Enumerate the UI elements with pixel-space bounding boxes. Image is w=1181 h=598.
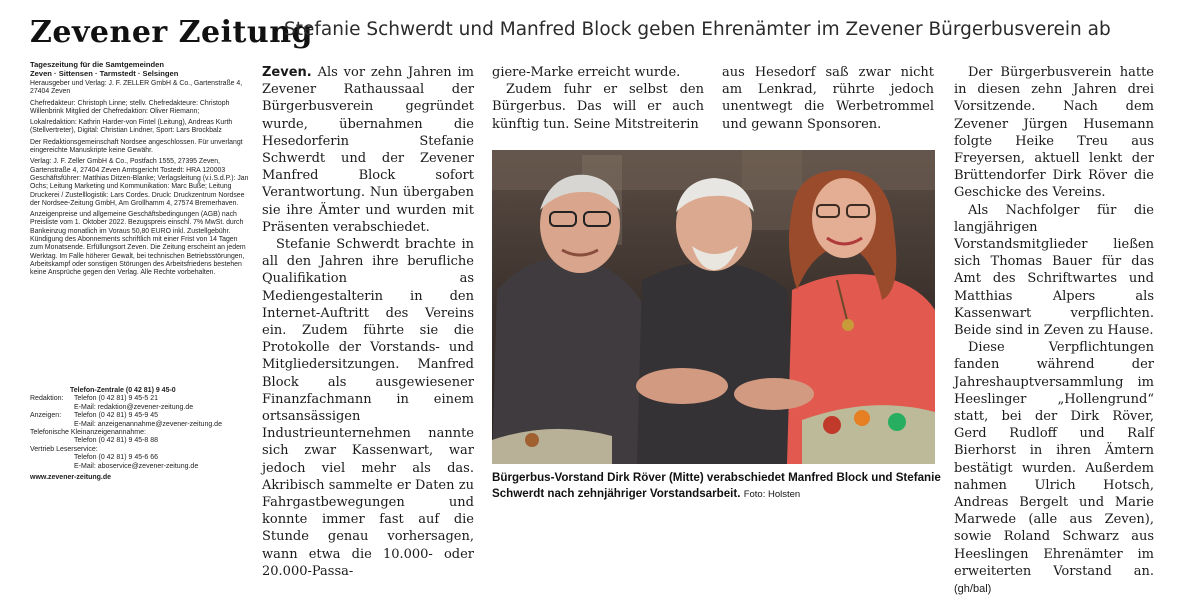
contact-value: Telefon (0 42 81) 9 45-9 45 xyxy=(74,412,159,420)
impressum-local-editors: Lokalredaktion: Kathrin Harder-von Fintel (Leitung), Andreas Kurth (Stellvertreter), Digital: Christian Lindner, Sport: Lars Brockbalz xyxy=(30,119,233,135)
phone-central: Telefon-Zentrale (0 42 81) 9 45-0 xyxy=(70,387,176,394)
newspaper-masthead: Zevener Zeitung xyxy=(30,15,313,50)
subtitle-line-2: Zeven · Sittensen · Tarmstedt · Selsingen xyxy=(30,69,179,78)
contact-value: Telefon (0 42 81) 9 45-5 21 xyxy=(74,395,159,403)
article-paragraph: giere-Marke erreicht wurde. xyxy=(492,65,681,80)
paragraph-text: Als vor zehn Jahren im Zevener Rathaussaal der Bürgerbusverein gegründet wurde, übernahmen die Hesedorferin Stefanie Schwerdt und der Zevener Manfred Block sofort Verantwortung. Nun übergaben sie ihre Ämter und wurden mit Präsenten verabschiedet. xyxy=(262,65,474,235)
article-paragraph: Als Nachfolger für die langjährigen Vorstandsmitglieder ließen sich Thomas Bauer für das Amt des Schriftwartes und Matthias Alpers als Kassenwart verpflichten. Beide sind in Zeven zu Hause. xyxy=(954,202,1154,339)
contact-email[interactable]: E-Mail: aboservice@zevener-zeitung.de xyxy=(74,462,199,470)
impressum-network: Der Redaktionsgemeinschaft Nordsee angeschlossen. Für unverlangt eingereichte Manuskripte keine Gewähr. xyxy=(30,138,243,155)
contact-row xyxy=(30,463,252,471)
impressum-company: Verlag: J. F. Zeller GmbH & Co., Postfach 1555, 27395 Zeven, Gartenstraße 4, 27404 Zeven Amtsgericht Tostedt: HRA 120003 Geschäftsführer: Matthias Ditzen-Blanke; Verlagsleitung (v.i.S.d.P.): Jan Ochs; Leitung Marketing und Kommunikation: Marc Buße; Leitung Druckerei / Zustelllogistik: Lars Cordes. Druck: Druckzentrum Nordsee der Nordsee-Zeitung GmbH, Am Grollhamm 4, 27574 Bremerhaven. xyxy=(30,158,249,207)
author-signature: (gh/bal) xyxy=(954,583,992,596)
contact-row xyxy=(30,454,252,462)
subtitle-line-1: Tageszeitung für die Samtgemeinden xyxy=(30,60,165,69)
contact-box xyxy=(30,387,252,482)
article-paragraph xyxy=(954,339,1154,598)
article-paragraph: Stefanie Schwerdt brachte in all den Jahren ihre berufliche Qualifikation as Mediengestalterin in den Internet-Auftritt des Vereins ein. Zudem führte sie die Protokolle der Vorstands- und Mitgliedersitzungen. Manfred Block als ausgewiesener Finanzfachmann in einem ortsansässigen Industrieunternehmen nannte sich zwar Kassenwart, war jedoch viel mehr als das. Akribisch sammelte er Daten zu Fahrgastbewegungen und konnte immer fast auf die Stunde genau vorhersagen, wann etwa die 10.000- oder 20.000-Passa- xyxy=(262,237,474,579)
contact-row-label-only: Vertrieb Leserservice: xyxy=(30,445,98,453)
contact-row xyxy=(30,421,252,429)
impressum-terms: Anzeigenpreise und allgemeine Geschäftsbedingungen (AGB) nach Preisliste vom 1. Oktober 2022. Bezugspreis einschl. 7% MwSt. durch Bankeinzug monatlich im Voraus 50,80 EURO inkl. Zustellgebühr. Kündigung des Abonnements schriftlich mit einer Frist von 14 Tagen zum Monatsende. Erfüllungsort Zeven. Die Zeitung erscheint an jedem Werktag. Im Falle höherer Gewalt, bei technischen Betriebsstörungen, Arbeitskampf oder sonstigen Störungen des Arbeitsfriedens bestehen keine Ansprüche gegen den Verlag. Alle Rechte vorbehalten. xyxy=(30,211,246,277)
article-paragraph xyxy=(262,64,474,236)
contact-label xyxy=(30,437,74,445)
website-link[interactable]: www.zevener-zeitung.de xyxy=(30,474,112,482)
contact-label xyxy=(30,421,74,429)
article-column-2 xyxy=(492,64,704,133)
contact-label xyxy=(30,454,74,462)
masthead-subtitle xyxy=(30,60,252,78)
photo-credit: Foto: Holsten xyxy=(743,489,801,500)
contact-label: Anzeigen: xyxy=(30,412,62,420)
contact-value: Telefon (0 42 81) 9 45-6 66 xyxy=(74,454,159,462)
article-column-3 xyxy=(722,64,934,133)
dateline: Zeven. xyxy=(262,65,312,80)
contact-label xyxy=(30,463,74,471)
article-paragraph: Zudem fuhr er selbst den Bürgerbus. Das will er auch künftig tun. Seine Mitstreiterin xyxy=(492,82,704,132)
contact-value: Telefon (0 42 81) 9 45-8 88 xyxy=(74,437,159,445)
contact-email[interactable]: E-Mail: redaktion@zevener-zeitung.de xyxy=(74,403,194,411)
article-column-4 xyxy=(954,64,1154,598)
contact-row xyxy=(30,404,252,412)
photo-caption xyxy=(492,470,944,503)
article-photo xyxy=(492,150,935,464)
article-column-1 xyxy=(262,64,474,580)
article-paragraph: aus Hesedorf saß zwar nicht am Lenkrad, rührte jedoch unentwegt die Werbetrommel und gewann Sponsoren. xyxy=(722,65,934,132)
contact-label: Redaktion: xyxy=(30,395,64,403)
caption-text: Bürgerbus-Vorstand Dirk Röver (Mitte) verabschiedet Manfred Block und Stefanie Schwerdt nach zehnjähriger Vorstandsarbeit. xyxy=(492,471,941,500)
contact-row xyxy=(30,437,252,445)
contact-row xyxy=(30,395,252,403)
paragraph-text: Diese Verpflichtungen fanden während der Jahreshauptversammlung im Heeslinger „Hollengrund“ statt, bei der Dirk Röver, Gerd Rudloff und Ralf Bierhorst in ihren Ämtern bestätigt wurden. Außerdem nahmen Ulrich Hotsch, Andreas Bergelt und Marie Marwede (alle aus Zeven), sowie Roland Schwarz aus Heeslingen Ehrenämter im erweiterten Vorstand an. xyxy=(954,340,1154,579)
article-paragraph: Der Bürgerbusverein hatte in diesen zehn Jahren drei Vorsitzende. Nach dem Zevener Jürgen Husemann folgte Heike Treu aus Freyersen, aktuell lenkt der Brüttendorfer Dirk Röver die Geschicke des Vereins. xyxy=(954,65,1154,201)
impressum-publisher: Herausgeber und Verlag: J. F. ZELLER GmbH & Co., Gartenstraße 4, 27404 Zeven xyxy=(30,80,243,96)
contact-row xyxy=(30,412,252,420)
contact-label xyxy=(30,404,74,412)
contact-row-label-only: Telefonische Kleinanzeigenannahme: xyxy=(30,429,146,437)
impressum-editors: Chefredakteur: Christoph Linne; stellv. Chefredakteure: Christoph Willenbrink Mitglied der Chefredaktion: Oliver Riemann; xyxy=(30,99,230,115)
impressum xyxy=(30,80,252,281)
contact-email[interactable]: E-Mail: anzeigenannahme@zevener-zeitung.de xyxy=(74,420,222,428)
article-headline: Stefanie Schwerdt und Manfred Block geben Ehrenämter im Zevener Bürgerbusverein ab xyxy=(284,19,1111,40)
